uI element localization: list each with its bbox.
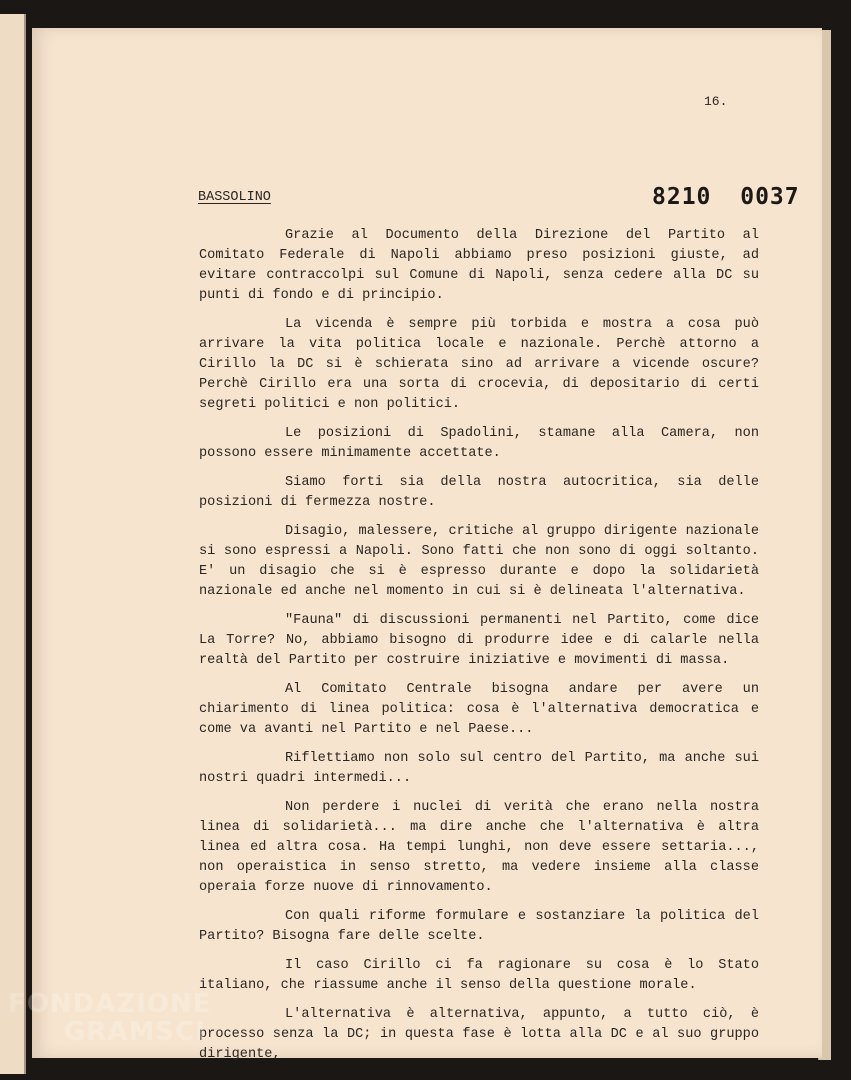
speaker-name: BASSOLINO: [198, 190, 271, 205]
paragraph-4: Siamo forti sia della nostra autocritica, sia delle posizioni di fermezza nostre.: [199, 475, 759, 510]
paragraph-1: Grazie al Documento della Direzione del Partito al Comitato Federale di Napoli abbiamo preso posizioni giuste, ad evitare contraccolpi sul Comune di Napoli, senza cedere alla DC su punti di fondo e di principio.: [199, 228, 759, 303]
paragraph-3: Le posizioni di Spadolini, stamane alla Camera, non possono essere minimamente accettate.: [199, 426, 759, 461]
page-number: 16.: [704, 94, 728, 109]
paragraph-9: Non perdere i nuclei di verità che erano nella nostra linea di solidarietà... ma dire anche che l'alternativa è altra linea ed altra cosa. Ha tempi lunghi, non deve essere settaria..., non operaistica in senso stretto, ma vedere insieme alla classe operaia forze nuove di rinnovamento.: [199, 800, 759, 895]
paragraph-7: Al Comitato Centrale bisogna andare per avere un chiarimento di linea politica: cosa è l'alternativa democratica e come va avanti nel Partito e nel Paese...: [199, 682, 759, 737]
paragraph-6: "Fauna" di discussioni permanenti nel Partito, come dice La Torre? No, abbiamo bisogno di produrre idee e di calarle nella realtà del Partito per costruire iniziative e movimenti di massa.: [199, 613, 759, 668]
archive-code: 8210 0037: [652, 184, 800, 210]
body-text: [199, 226, 759, 1074]
watermark-line-1: FONDAZIONE: [8, 989, 212, 1019]
paragraph-12: L'alternativa è alternativa, appunto, a tutto ciò, è processo senza la DC; in questa fase è lotta alla DC e al suo gruppo dirigente,: [199, 1007, 759, 1062]
paragraph-11: Il caso Cirillo ci fa ragionare su cosa è lo Stato italiano, che riassume anche il senso della questione morale.: [199, 958, 759, 993]
paragraph-10: Con quali riforme formulare e sostanziare la politica del Partito? Bisogna fare delle scelte.: [199, 909, 759, 944]
fondazione-gramsci-watermark: [8, 990, 211, 1046]
watermark-line-2: GRAMSCI: [64, 1017, 206, 1047]
paragraph-5: Disagio, malessere, critiche al gruppo dirigente nazionale si sono espressi a Napoli. Sono fatti che non sono di oggi soltanto. E' un disagio che si è espresso durante e dopo la solidarietà nazionale ed anche nel momento in cui si è delineata l'alternativa.: [199, 524, 759, 599]
paragraph-8: Riflettiamo non solo sul centro del Partito, ma anche sui nostri quadri intermedi...: [199, 751, 759, 786]
paragraph-2: La vicenda è sempre più torbida e mostra a cosa può arrivare la vita politica locale e nazionale. Perchè attorno a Cirillo la DC si è schierata sino ad arrivare a vicende oscure? Perchè Cirillo era una sorta di crocevia, di depositario di certi segreti politici e non politici.: [199, 317, 759, 412]
previous-page-edge: [0, 14, 26, 1074]
